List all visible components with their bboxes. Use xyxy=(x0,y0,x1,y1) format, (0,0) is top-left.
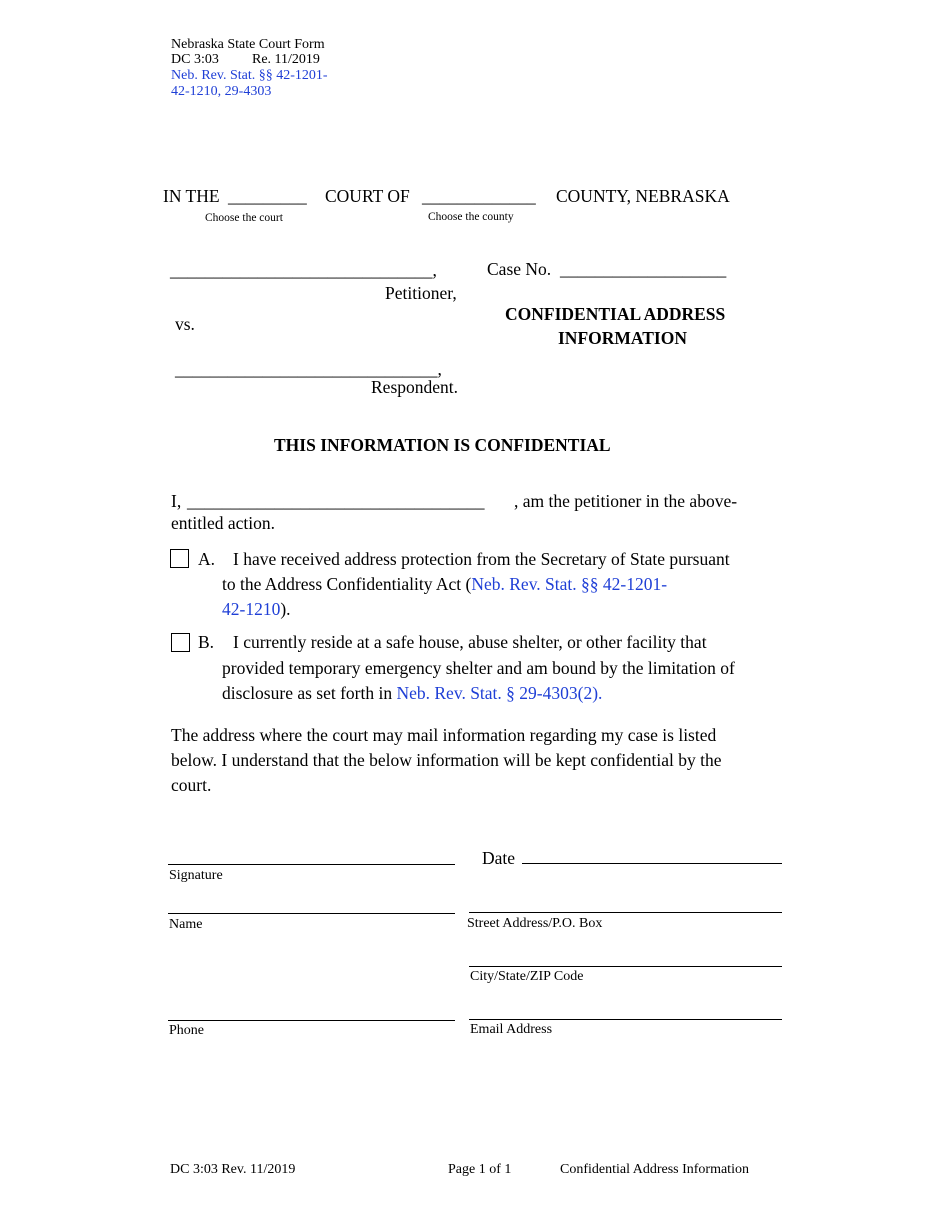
email-field[interactable] xyxy=(469,1019,782,1020)
form-title-line2: INFORMATION xyxy=(558,328,687,348)
caption-court-of: COURT OF xyxy=(325,186,410,206)
option-b-line1: I currently reside at a safe house, abuse shelter, or other facility that xyxy=(233,632,707,652)
confidential-heading: THIS INFORMATION IS CONFIDENTIAL xyxy=(274,435,611,455)
option-b-checkbox[interactable] xyxy=(171,633,190,652)
statutes-link-line2[interactable]: 42-1210, 29-4303 xyxy=(171,84,272,99)
petitioner-label: Petitioner, xyxy=(385,283,457,303)
case-no-field[interactable]: ___________________ xyxy=(560,259,727,279)
name-label: Name xyxy=(169,917,203,932)
option-b-statute-link[interactable]: Neb. Rev. Stat. § 29-4303(2). xyxy=(396,683,603,703)
intro-suffix: , am the petitioner in the above- xyxy=(514,491,738,511)
caption-in-the: IN THE xyxy=(163,186,220,206)
statutes-link-line1[interactable]: Neb. Rev. Stat. §§ 42-1201- xyxy=(171,68,328,83)
petitioner-statement-name-field[interactable]: __________________________________ xyxy=(187,491,485,511)
option-a-line1: I have received address protection from the Secretary of State pursuant xyxy=(233,549,730,569)
city-state-zip-field[interactable] xyxy=(469,966,782,967)
date-field[interactable] xyxy=(522,863,782,864)
option-b-line3 xyxy=(222,683,602,704)
petitioner-name-field[interactable]: ______________________________, xyxy=(170,260,437,280)
case-no-label: Case No. xyxy=(487,259,552,279)
respondent-label: Respondent. xyxy=(371,377,459,397)
footer-form-rev: DC 3:03 Rev. 11/2019 xyxy=(170,1162,296,1177)
phone-field[interactable] xyxy=(168,1020,455,1021)
choose-court-hint: Choose the court xyxy=(205,212,283,224)
option-b-line3-text: disclosure as set forth in xyxy=(222,683,397,703)
footer-page-number: Page 1 of 1 xyxy=(448,1162,512,1177)
mailing-line1: The address where the court may mail information regarding my case is listed xyxy=(171,725,717,745)
vs-label: vs. xyxy=(175,314,195,334)
signature-label: Signature xyxy=(169,868,223,883)
form-code: DC 3:03 xyxy=(171,52,219,67)
court-select[interactable]: _________ xyxy=(228,186,307,206)
option-a-statute-link[interactable]: Neb. Rev. Stat. §§ 42-1201- xyxy=(471,574,668,594)
city-state-zip-label: City/State/ZIP Code xyxy=(470,969,584,984)
option-a-letter: A. xyxy=(198,549,216,569)
option-a-statute-link-cont[interactable]: 42-1210 xyxy=(222,599,281,619)
name-field[interactable] xyxy=(168,913,455,914)
form-title-line1: CONFIDENTIAL ADDRESS xyxy=(505,304,726,324)
footer-title: Confidential Address Information xyxy=(560,1162,749,1177)
county-select[interactable]: _____________ xyxy=(422,186,536,206)
email-label: Email Address xyxy=(470,1022,553,1037)
option-a-line3-text: ). xyxy=(280,599,291,619)
choose-county-hint: Choose the county xyxy=(428,211,514,223)
street-address-field[interactable] xyxy=(469,912,782,913)
option-b-line2: provided temporary emergency shelter and am bound by the limitation of xyxy=(222,658,735,678)
form-revision: Re. 11/2019 xyxy=(252,52,320,67)
option-a-line2 xyxy=(222,574,667,595)
street-address-label: Street Address/P.O. Box xyxy=(467,916,603,931)
option-b-letter: B. xyxy=(198,632,215,652)
option-a-line2-text: to the Address Confidentiality Act ( xyxy=(222,574,472,594)
caption-county-nebraska: COUNTY, NEBRASKA xyxy=(556,186,730,206)
form-name: Nebraska State Court Form xyxy=(171,37,325,52)
signature-field[interactable] xyxy=(168,864,455,865)
mailing-line2: below. I understand that the below information will be kept confidential by the xyxy=(171,750,722,770)
mailing-line3: court. xyxy=(171,775,212,795)
date-label: Date xyxy=(482,848,516,868)
respondent-name-field[interactable]: ______________________________, xyxy=(175,359,442,379)
option-a-line3 xyxy=(222,599,291,620)
phone-label: Phone xyxy=(169,1023,204,1038)
option-a-checkbox[interactable] xyxy=(170,549,189,568)
intro-line2: entitled action. xyxy=(171,513,275,533)
intro-prefix: I, xyxy=(171,491,182,511)
